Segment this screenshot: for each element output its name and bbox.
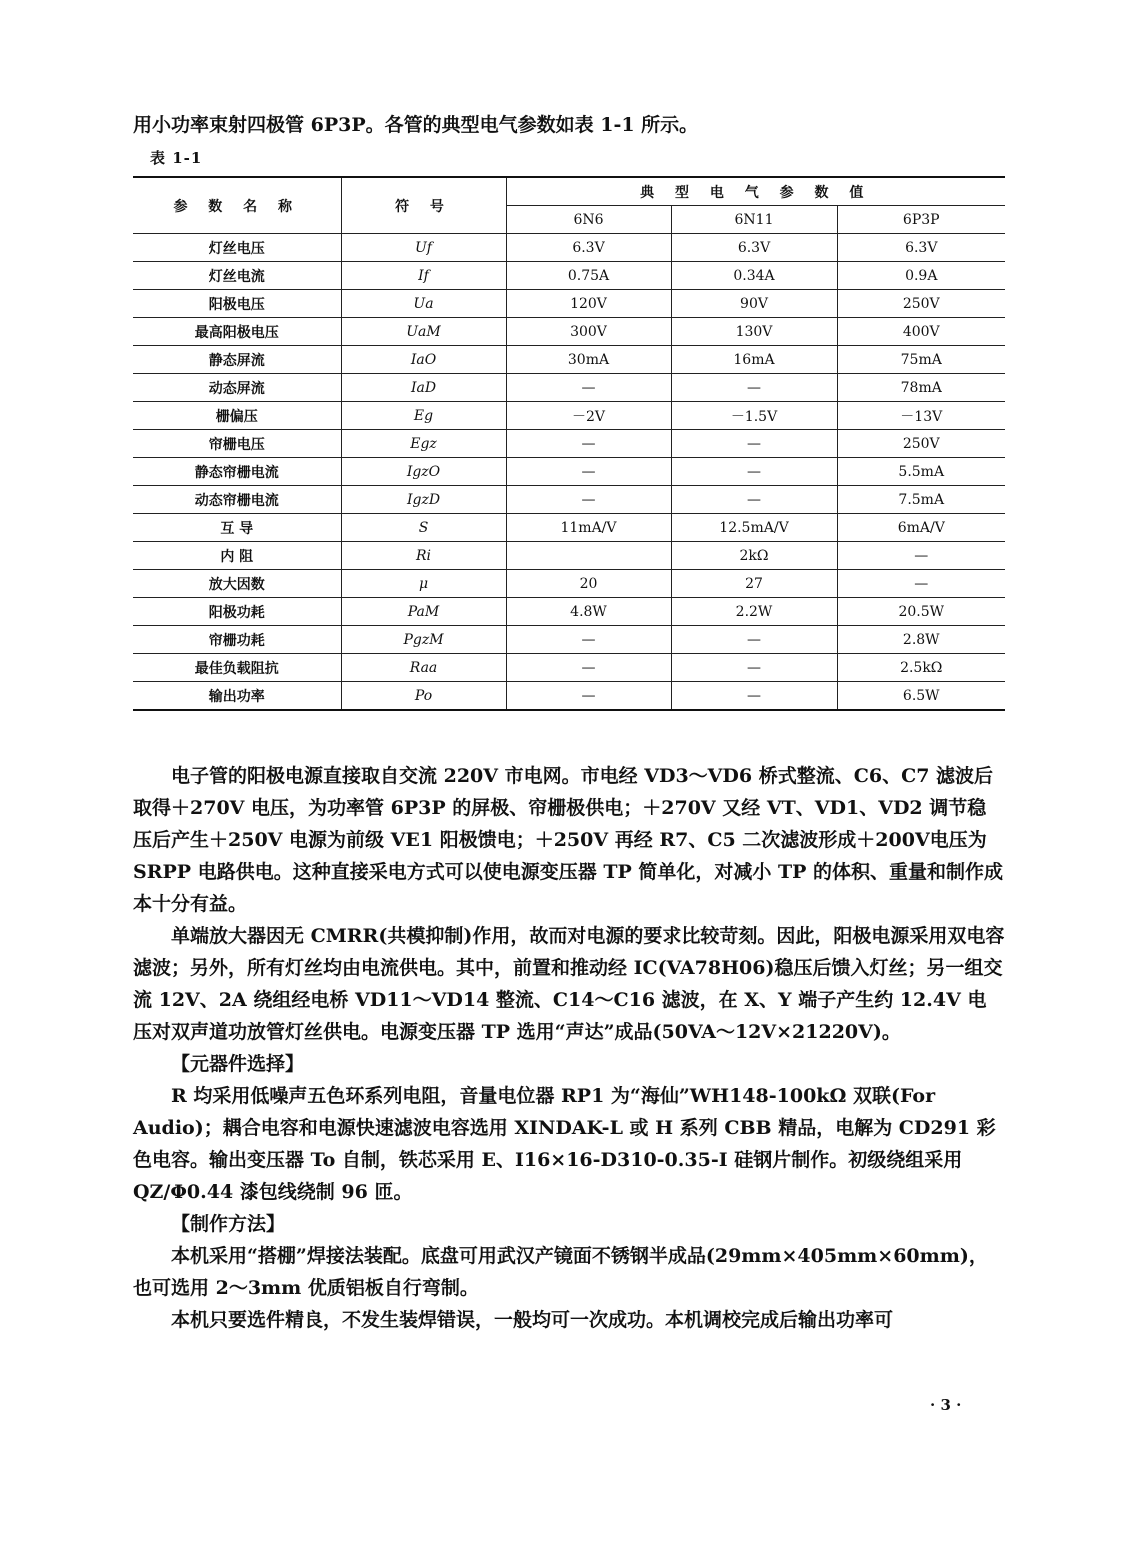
value-6n11: 16mA — [671, 346, 837, 374]
value-6p3p: 6.5W — [837, 682, 1005, 711]
table-row — [133, 570, 1005, 598]
paragraph: 单端放大器因无 CMRR(共模抑制)作用，故而对电源的要求比较苛刻。因此，阳极电源采用双电容滤波；另外，所有灯丝均由电流供电。其中，前置和推动经 IC(VA78H06)稳压后馈入灯丝；另一组交流 12V、2A 绕组经电桥 VD11～VD14 整流、C14～C16 滤波，在 X、Y 端子产生约 12.4V 电压对双声道功放管灯丝供电。电源变压器 TP 选用“声达”成品(50VA～12V×21220V)。 — [133, 925, 1005, 1043]
value-6n11: — — [671, 682, 837, 711]
value-6n6: 4.8W — [506, 598, 671, 626]
table-row — [133, 262, 1005, 290]
value-6n11: — — [671, 654, 837, 682]
value-6n6: — — [506, 458, 671, 486]
value-6p3p: 6.3V — [837, 234, 1005, 262]
value-6n11: — — [671, 486, 837, 514]
param-symbol: Uf — [341, 234, 506, 262]
value-6n11: 130V — [671, 318, 837, 346]
value-6p3p: 7.5mA — [837, 486, 1005, 514]
param-name: 阳极电压 — [133, 290, 341, 318]
param-name: 输出功率 — [133, 682, 341, 711]
value-6n6: －2V — [506, 402, 671, 430]
value-6p3p: 6mA/V — [837, 514, 1005, 542]
param-name: 内 阻 — [133, 542, 341, 570]
value-6n6: 30mA — [506, 346, 671, 374]
param-name: 阳极功耗 — [133, 598, 341, 626]
value-6n11: －1.5V — [671, 402, 837, 430]
value-6n11: — — [671, 458, 837, 486]
param-name: 灯丝电压 — [133, 234, 341, 262]
value-6n6: — — [506, 374, 671, 402]
param-name: 栅偏压 — [133, 402, 341, 430]
param-symbol: Raa — [341, 654, 506, 682]
table-row — [133, 458, 1005, 486]
value-6p3p: －13V — [837, 402, 1005, 430]
paragraph: 本机采用“搭棚”焊接法装配。底盘可用武汉产镜面不锈钢半成品(29mm×405mm×60mm)，也可选用 2～3mm 优质铝板自行弯制。 — [133, 1245, 988, 1299]
page-number: · 3 · — [930, 1396, 962, 1414]
value-6n6: 0.75A — [506, 262, 671, 290]
value-6n6: 6.3V — [506, 234, 671, 262]
value-6n6: — — [506, 486, 671, 514]
value-6n6: — — [506, 626, 671, 654]
paragraph: R 均采用低噪声五色环系列电阻，音量电位器 RP1 为“海仙”WH148-100kΩ 双联(For Audio)；耦合电容和电源快速滤波电容选用 XINDAK-L 或 H 系列 CBB 精品，电解为 CD291 彩色电容。输出变压器 To 自制，铁芯采用 E、I16×16-D310-0.35-I 硅钢片制作。初级绕组采用 QZ/Φ0.44 漆包线绕制 96 匝。 — [133, 1085, 996, 1203]
table-row — [133, 486, 1005, 514]
param-name: 帘栅电压 — [133, 430, 341, 458]
table-header-row — [133, 177, 1005, 206]
table-row — [133, 682, 1005, 711]
intro-line: 用小功率束射四极管 6P3P。各管的典型电气参数如表 1-1 所示。 — [133, 114, 699, 136]
paragraph: 本机只要选件精良，不发生装焊错误，一般均可一次成功。本机调校完成后输出功率可 — [171, 1309, 894, 1331]
param-symbol: Ua — [341, 290, 506, 318]
value-6p3p: 0.9A — [837, 262, 1005, 290]
value-6n11: 6.3V — [671, 234, 837, 262]
value-6n11: 90V — [671, 290, 837, 318]
value-6p3p: 250V — [837, 290, 1005, 318]
body-text — [133, 760, 1005, 1336]
value-6p3p: 5.5mA — [837, 458, 1005, 486]
section-heading: 【制作方法】 — [171, 1213, 286, 1235]
table-row — [133, 346, 1005, 374]
table-row — [133, 542, 1005, 570]
tube-6n11: 6N11 — [671, 206, 837, 234]
parameter-table — [133, 176, 1005, 711]
value-6p3p: 250V — [837, 430, 1005, 458]
table-caption: 表 1-1 — [150, 149, 203, 167]
value-6n6: 11mA/V — [506, 514, 671, 542]
value-6n6: — — [506, 682, 671, 711]
param-symbol: IaO — [341, 346, 506, 374]
param-symbol: UaM — [341, 318, 506, 346]
paragraph: 电子管的阳极电源直接取自交流 220V 市电网。市电经 VD3～VD6 桥式整流、C6、C7 滤波后取得＋270V 电压，为功率管 6P3P 的屏极、帘栅极供电；＋270V 又经 VT、VD1、VD2 调节稳压后产生＋250V 电源为前级 VE1 阳极馈电；＋250V 再经 R7、C5 二次滤波形成＋200V电压为 SRPP 电路供电。这种直接采电方式可以使电源变压器 TP 简单化，对减小 TP 的体积、重量和制作成本十分有益。 — [133, 765, 1004, 915]
param-symbol: PgzM — [341, 626, 506, 654]
table-row — [133, 374, 1005, 402]
value-6n6: — — [506, 430, 671, 458]
param-symbol: IgzO — [341, 458, 506, 486]
value-6n11: 12.5mA/V — [671, 514, 837, 542]
header-symbol: 符 号 — [341, 177, 506, 234]
value-6n6: 300V — [506, 318, 671, 346]
value-6p3p: 2.8W — [837, 626, 1005, 654]
param-name: 放大因数 — [133, 570, 341, 598]
table-row — [133, 598, 1005, 626]
param-name: 动态屏流 — [133, 374, 341, 402]
param-symbol: S — [341, 514, 506, 542]
tube-6p3p: 6P3P — [837, 206, 1005, 234]
value-6n6: 120V — [506, 290, 671, 318]
table-body — [133, 234, 1005, 711]
table-row — [133, 514, 1005, 542]
value-6n11: 27 — [671, 570, 837, 598]
header-group: 典 型 电 气 参 数 值 — [506, 177, 1005, 206]
table-row — [133, 654, 1005, 682]
value-6p3p: 20.5W — [837, 598, 1005, 626]
table-row — [133, 234, 1005, 262]
param-symbol: Ri — [341, 542, 506, 570]
param-symbol: Po — [341, 682, 506, 711]
value-6n11: 0.34A — [671, 262, 837, 290]
table-row — [133, 318, 1005, 346]
value-6p3p: — — [837, 542, 1005, 570]
param-symbol: PaM — [341, 598, 506, 626]
value-6p3p: 78mA — [837, 374, 1005, 402]
value-6p3p: 75mA — [837, 346, 1005, 374]
value-6n11: 2kΩ — [671, 542, 837, 570]
param-name: 灯丝电流 — [133, 262, 341, 290]
table-row — [133, 430, 1005, 458]
param-name: 静态帘栅电流 — [133, 458, 341, 486]
param-symbol: Egz — [341, 430, 506, 458]
value-6n11: — — [671, 374, 837, 402]
header-name: 参 数 名 称 — [133, 177, 341, 234]
param-name: 帘栅功耗 — [133, 626, 341, 654]
table-row — [133, 626, 1005, 654]
value-6n11: — — [671, 626, 837, 654]
param-name: 最高阳极电压 — [133, 318, 341, 346]
value-6n11: — — [671, 430, 837, 458]
param-symbol: IgzD — [341, 486, 506, 514]
tube-6n6: 6N6 — [506, 206, 671, 234]
value-6p3p: — — [837, 570, 1005, 598]
param-symbol: If — [341, 262, 506, 290]
param-name: 最佳负载阻抗 — [133, 654, 341, 682]
value-6n6 — [506, 542, 671, 570]
table-row — [133, 290, 1005, 318]
param-symbol: Eg — [341, 402, 506, 430]
param-name: 动态帘栅电流 — [133, 486, 341, 514]
param-symbol: IaD — [341, 374, 506, 402]
table-row — [133, 402, 1005, 430]
param-symbol: μ — [341, 570, 506, 598]
param-name: 互 导 — [133, 514, 341, 542]
value-6p3p: 400V — [837, 318, 1005, 346]
section-heading: 【元器件选择】 — [171, 1053, 305, 1075]
param-name: 静态屏流 — [133, 346, 341, 374]
value-6n6: 20 — [506, 570, 671, 598]
value-6n6: — — [506, 654, 671, 682]
value-6p3p: 2.5kΩ — [837, 654, 1005, 682]
value-6n11: 2.2W — [671, 598, 837, 626]
